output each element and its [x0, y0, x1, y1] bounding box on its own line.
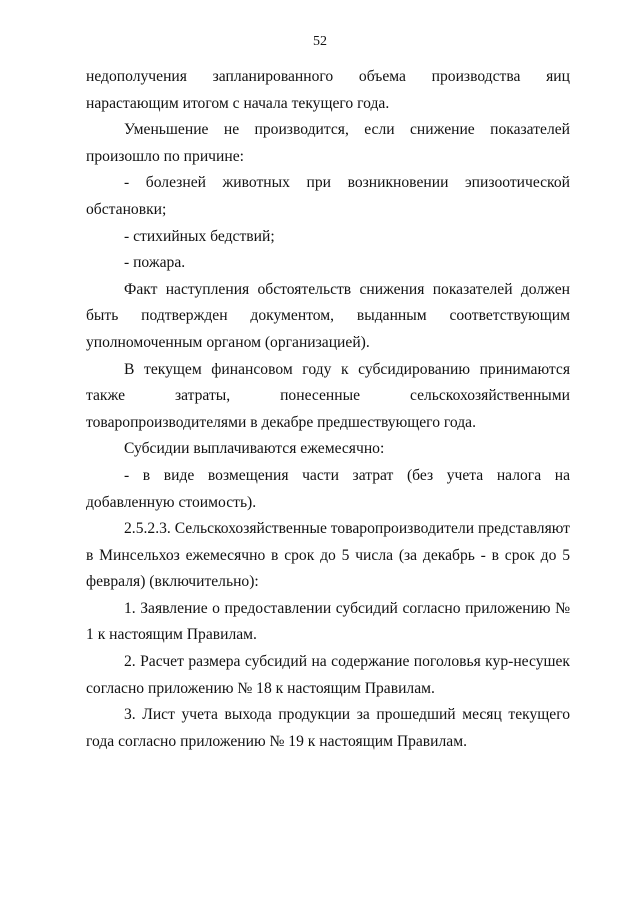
- paragraph: В текущем финансовом году к субсидированию принимаются также затраты, понесенные сельскохозяйственными товаропроизводителями в декабре предшествующего года.: [86, 360, 570, 431]
- list-item: - пожара.: [124, 254, 186, 272]
- list-item: - в виде возмещения части затрат (без учета налога на добавленную стоимость).: [86, 466, 570, 511]
- numbered-item: 2. Расчет размера субсидий на содержание поголовья кур-несушек согласно приложению № 18 к настоящим Правилам.: [86, 653, 570, 697]
- list-item: - болезней животных при возникновении эпизоотической обстановки;: [86, 174, 570, 218]
- paragraph: Субсидии выплачиваются ежемесячно:: [124, 440, 385, 458]
- list-item: - стихийных бедствий;: [124, 227, 275, 245]
- numbered-item: 1. Заявление о предоставлении субсидий согласно приложению № 1 к настоящим Правилам.: [86, 599, 570, 644]
- document-body: [86, 64, 570, 755]
- numbered-item: 3. Лист учета выхода продукции за прошедший месяц текущего года согласно приложению № 19 к настоящим Правилам.: [86, 706, 570, 750]
- section-paragraph: 2.5.2.3. Сельскохозяйственные товаропроизводители представляют в Минсельхоз ежемесячно в срок до 5 числа (за декабрь - в срок до 5 февраля) (включительно):: [86, 520, 570, 591]
- paragraph: Факт наступления обстоятельств снижения показателей должен быть подтвержден документом, выданным соответствующим уполномоченным органом (организацией).: [86, 280, 570, 351]
- page-number: 52: [313, 34, 327, 49]
- paragraph: недополучения запланированного объема производства яиц нарастающим итогом с начала текущего года.: [86, 68, 570, 112]
- paragraph: Уменьшение не производится, если снижение показателей произошло по причине:: [86, 121, 570, 165]
